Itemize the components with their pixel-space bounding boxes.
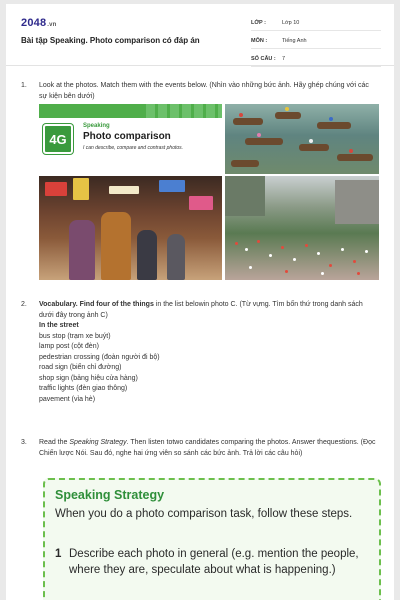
crowd-member [305,244,308,247]
banner-subtitle: I can describe, compare and contrast photos. [83,145,184,151]
crowd-member [353,260,356,263]
crowd-member [365,250,368,253]
vendor [309,139,313,143]
document-meta [251,16,381,70]
boat [317,122,351,129]
document-title: Bài tập Speaking. Photo comparison có đáp án [21,36,200,45]
shop-sign [189,196,213,210]
boat [231,160,259,167]
site-logo[interactable]: 2048.vn [21,17,57,29]
crowd-member [257,240,260,243]
crowd-member [293,258,296,261]
crowd-member [341,248,344,251]
photo-collage [39,104,379,280]
building [335,180,379,224]
vocab-item: road sign (biển chỉ đường) [39,364,122,371]
crowd-member [249,266,252,269]
photo-crowd-festival [225,176,379,280]
vendor [285,107,289,111]
boat [233,118,263,125]
crowd-member [269,254,272,257]
question-number: 1. [21,82,27,89]
banner-stripe [39,104,222,118]
shop-sign [73,178,89,200]
question-number: 3. [21,439,27,446]
lesson-banner [39,104,222,174]
vendor [257,133,261,137]
meta-question-count: SỐ CÂU : 7 [251,52,381,67]
boat [337,154,373,161]
meta-subject: MÔN : Tiếng Anh [251,34,381,49]
person [167,234,185,280]
person [137,230,157,280]
speaking-strategy-box [43,478,381,600]
vocab-item: pedestrian crossing (đoàn người đi bộ) [39,353,160,361]
question-3 [21,438,381,474]
boat [275,112,301,119]
crowd-member [321,272,324,275]
person [101,212,131,280]
banner-title: Photo comparison [83,131,171,142]
boat [245,138,283,145]
document-page [6,4,394,600]
meta-grade: LỚP : Lớp 10 [251,16,381,31]
question-text: Look at the photos. Match them with the events below. (Nhìn vào những bức ảnh. Hãy ghép chúng với các sự kiện bên dưới) [39,82,369,100]
crowd-member [245,248,248,251]
vocab-item: bus stop (trạm xe buýt) [39,332,111,340]
vendor [329,117,333,121]
question-text: Vocabulary. Find four of the things in the list belowin photo C. (Từ vựng. Tìm bốn thứ trong danh sách dưới đây trong ảnh C) [39,301,363,319]
unit-badge: 4G [43,124,73,154]
crowd-member [329,264,332,267]
shop-sign [109,186,139,194]
step-text: Describe each photo in general (e.g. mention the people, where they are, speculate about what is happening.) [69,548,359,576]
step-number: 1 [55,548,62,560]
strategy-title: Speaking Strategy [55,488,165,502]
photo-city-street [39,176,222,280]
building [225,176,265,216]
person [69,220,95,280]
shop-sign [45,182,67,196]
shop-sign [159,180,185,192]
vocab-item: pavement (vỉa hè) [39,395,96,403]
question-text: Read the Speaking Strategy. Then listen totwo candidates comparing the photos. Answer thequestions. (Đọc Chiến lược Nói. Sau đó, nghe hai ứng viên so sánh các bức ảnh. Trả lời các câu hỏi) [39,439,376,457]
vocab-item: lamp post (cột đèn) [39,343,99,350]
vendor [349,149,353,153]
vocab-item: shop sign (bảng hiệu cửa hàng) [39,374,138,382]
crowd-member [285,270,288,273]
strategy-intro: When you do a photo comparison task, follow these steps. [55,508,353,520]
vocab-item: traffic lights (đèn giao thông) [39,385,128,392]
crowd-member [281,246,284,249]
question-content [39,300,379,405]
question-1 [21,81,381,105]
crowd-member [317,252,320,255]
boat [299,144,329,151]
crowd-member [235,242,238,245]
question-number: 2. [21,301,27,308]
vendor [239,113,243,117]
crowd-member [357,272,360,275]
document-header [6,4,394,66]
vocab-heading: In the street [39,322,79,329]
banner-label: Speaking [83,123,110,129]
question-2 [21,300,381,420]
photo-floating-market [225,104,379,174]
